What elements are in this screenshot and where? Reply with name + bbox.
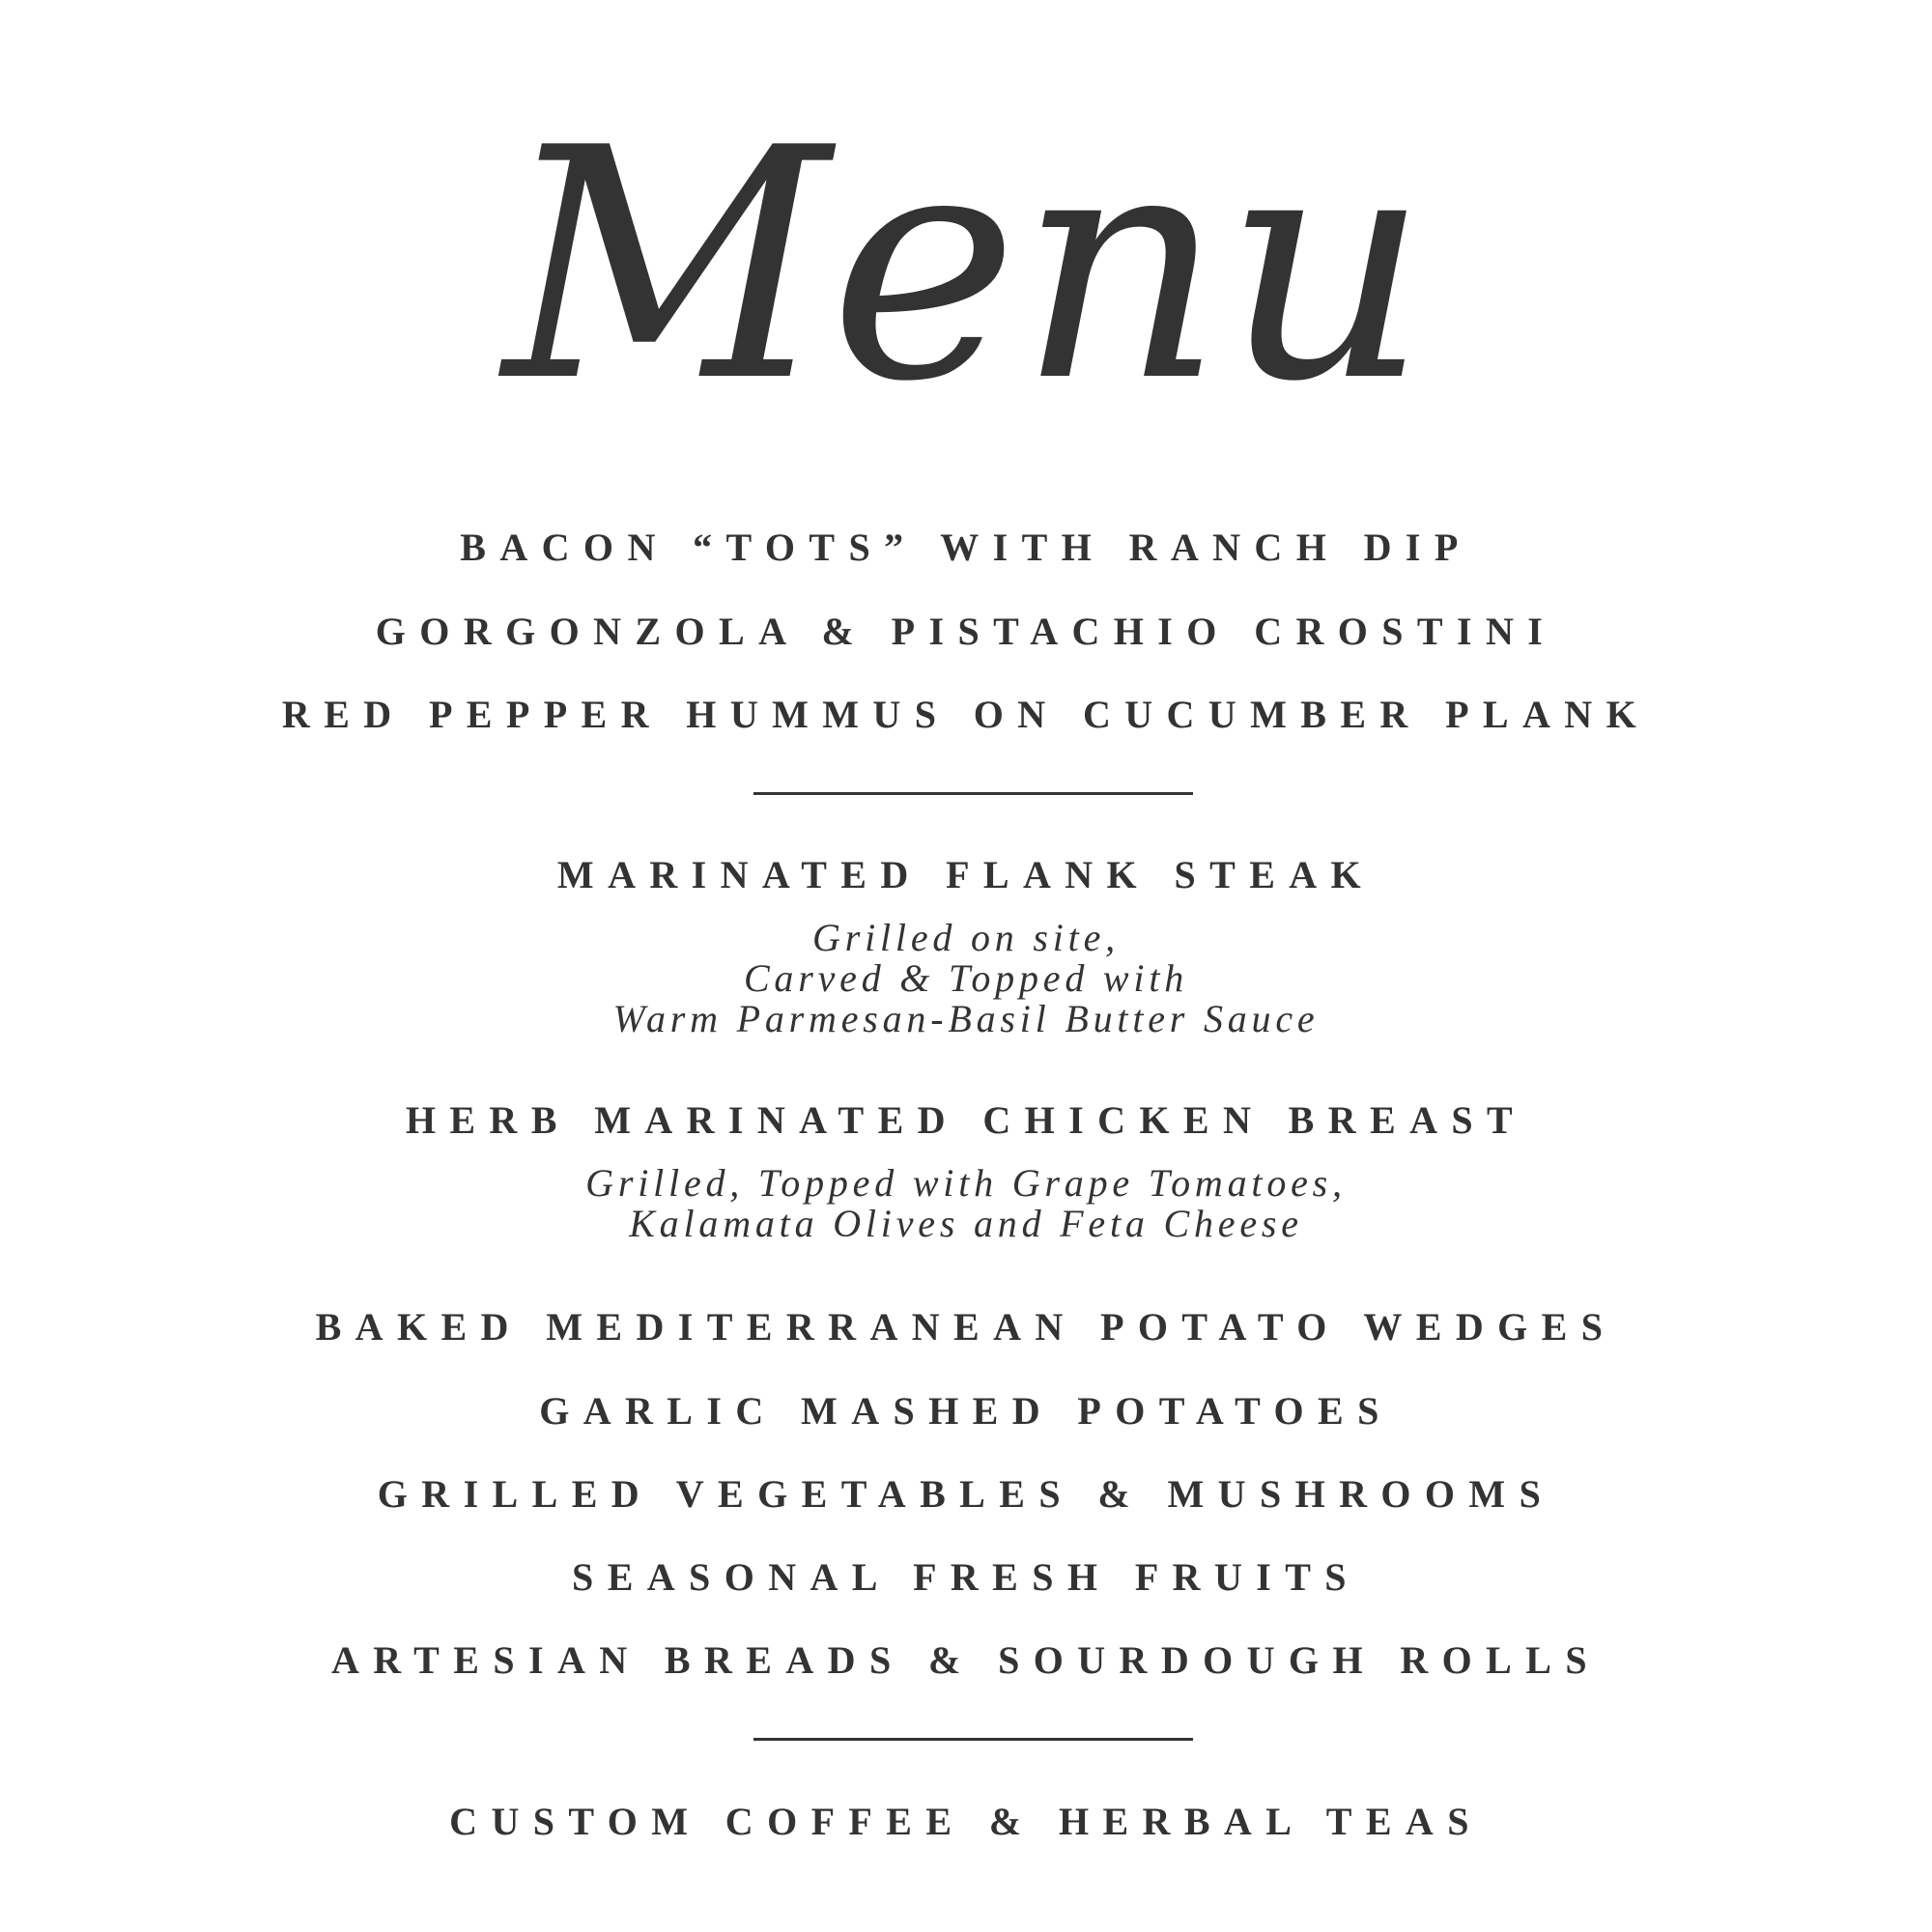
entree-description-line: Warm Parmesan-Basil Butter Sauce (612, 997, 1320, 1040)
entree-description-line: Grilled, Topped with Grape Tomatoes, (585, 1161, 1347, 1205)
appetizer-item: RED PEPPER HUMMUS ON CUCUMBER PLANK (281, 693, 1651, 736)
beverage-item: CUSTOM COFFEE & HERBAL TEAS (449, 1800, 1483, 1843)
menu-title: Menu (502, 80, 1430, 451)
entree-description-line: Grilled on site, (812, 916, 1120, 959)
side-item: BAKED MEDITERRANEAN POTATO WEDGES (315, 1305, 1617, 1349)
side-item: GARLIC MASHED POTATOES (539, 1389, 1393, 1433)
side-item: ARTESIAN BREADS & SOURDOUGH ROLLS (331, 1638, 1601, 1682)
side-item: GRILLED VEGETABLES & MUSHROOMS (377, 1472, 1555, 1516)
entree-description (0, 918, 1932, 1039)
entree-description-line: Carved & Topped with (743, 956, 1189, 1000)
entree-description-line: Kalamata Olives and Feta Cheese (629, 1202, 1303, 1245)
appetizer-item: GORGONZOLA & PISTACHIO CROSTINI (375, 610, 1557, 653)
side-item: SEASONAL FRESH FRUITS (572, 1555, 1360, 1599)
entree-name: HERB MARINATED CHICKEN BREAST (405, 1098, 1527, 1142)
appetizer-item: BACON “TOTS” WITH RANCH DIP (460, 526, 1472, 569)
section-divider (753, 792, 1193, 795)
section-divider (753, 1738, 1193, 1741)
entree-description (0, 1163, 1932, 1244)
entree-name: MARINATED FLANK STEAK (556, 853, 1376, 896)
